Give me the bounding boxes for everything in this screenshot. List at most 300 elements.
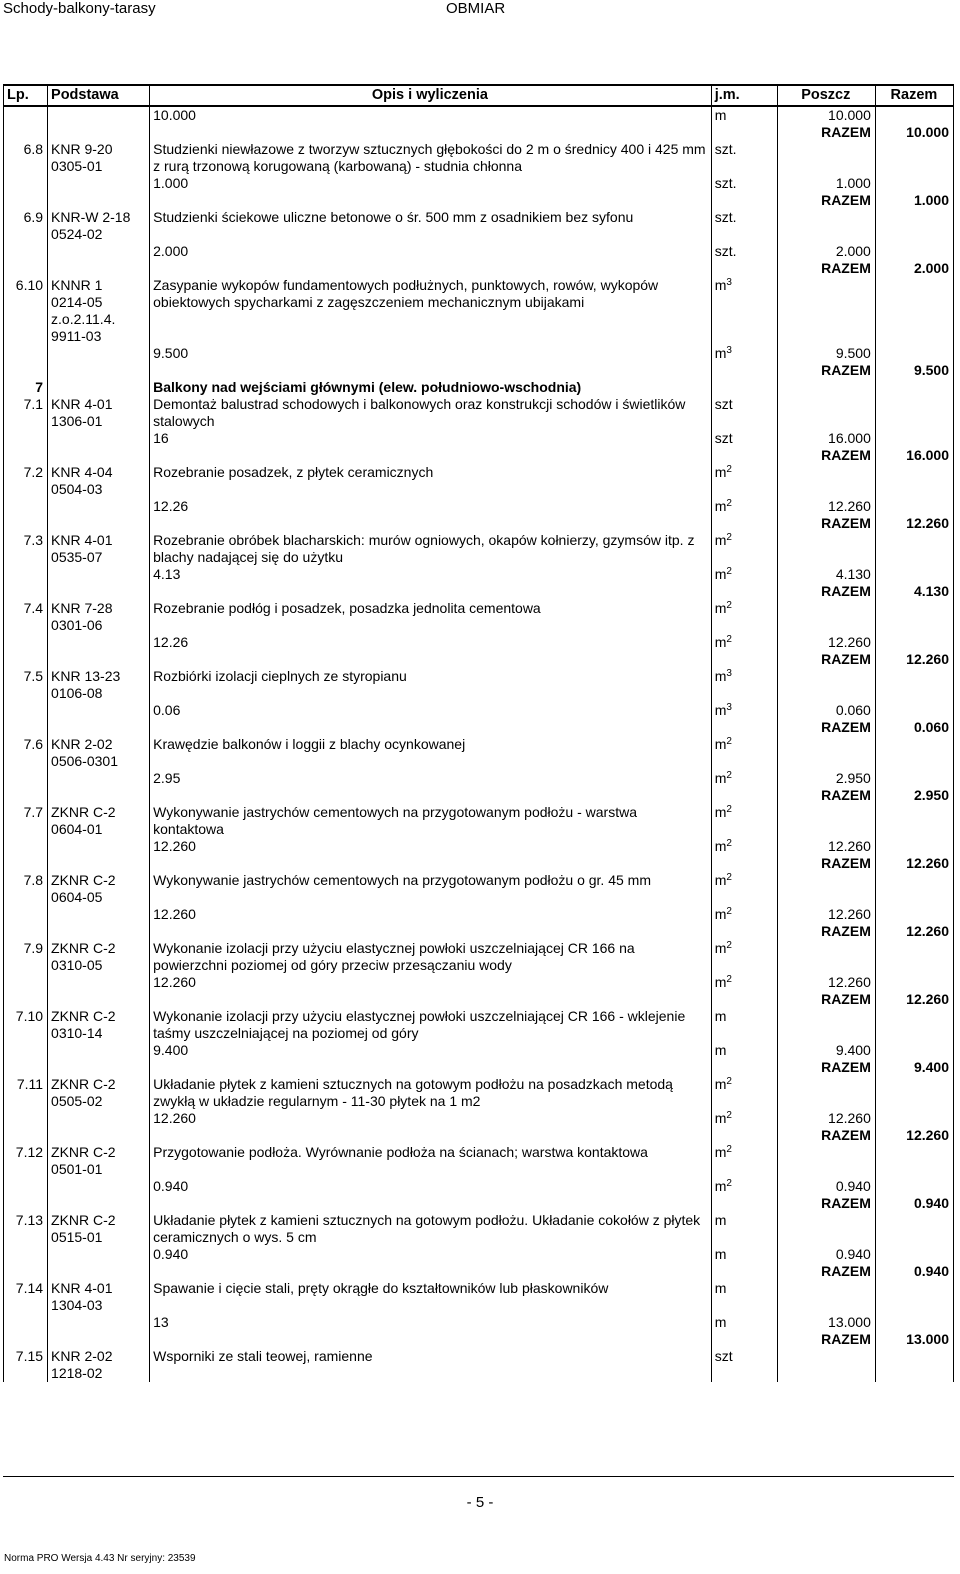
sum-value: 2.950	[875, 787, 953, 804]
sum-value: 12.260	[875, 923, 953, 940]
empty-cell	[711, 991, 777, 1008]
sum-row	[4, 192, 954, 209]
empty-cell	[4, 498, 48, 515]
empty-cell	[4, 430, 48, 447]
empty-cell	[4, 702, 48, 719]
item-podstawa: KNR 4-01 0535-07	[48, 532, 150, 566]
item-lp: 7.10	[4, 1008, 48, 1042]
empty-cell	[4, 974, 48, 991]
empty-cell	[875, 1314, 953, 1331]
empty-cell	[48, 651, 150, 668]
table-row	[4, 396, 954, 430]
item-lp: 7.13	[4, 1212, 48, 1246]
calc-value: 9.500	[777, 345, 875, 362]
table-row	[4, 1348, 954, 1382]
calc-unit: szt	[711, 430, 777, 447]
empty-cell	[777, 396, 875, 430]
empty-cell	[48, 1314, 150, 1331]
item-podstawa: ZKNR C-2 0515-01	[48, 1212, 150, 1246]
calc-row	[4, 243, 954, 260]
empty-cell	[150, 1331, 712, 1348]
empty-cell	[875, 634, 953, 651]
calc-expr: 0.06	[150, 702, 712, 719]
sum-label: RAZEM	[777, 1263, 875, 1280]
empty-cell	[875, 1348, 953, 1382]
item-unit: $m^2$	[711, 1076, 777, 1110]
item-unit: $m^3$	[711, 668, 777, 702]
calc-unit: $m^2$	[711, 1110, 777, 1127]
sum-row	[4, 583, 954, 600]
empty-cell	[48, 838, 150, 855]
empty-cell	[711, 260, 777, 277]
empty-cell	[875, 1144, 953, 1178]
calc-row	[4, 634, 954, 651]
calc-unit: m	[711, 1246, 777, 1263]
empty-cell	[777, 736, 875, 770]
empty-cell	[4, 345, 48, 362]
section-lp: 7	[4, 379, 48, 396]
empty-cell	[150, 923, 712, 940]
empty-cell	[4, 719, 48, 736]
item-opis: Układanie płytek z kamieni sztucznych na gotowym podłożu na posadzkach metodą zwykłą w układzie regularnym - 11-30 płytek na 1 m2	[150, 1076, 712, 1110]
empty-cell	[4, 1331, 48, 1348]
empty-cell	[4, 1059, 48, 1076]
empty-cell	[875, 1110, 953, 1127]
calc-value: 2.000	[777, 243, 875, 260]
empty-cell	[48, 906, 150, 923]
empty-cell	[875, 1246, 953, 1263]
sum-value: 10.000	[875, 124, 953, 141]
sum-row	[4, 1263, 954, 1280]
item-unit: $m^2$	[711, 872, 777, 906]
item-lp: 7.8	[4, 872, 48, 906]
empty-cell	[777, 464, 875, 498]
empty-cell	[875, 1178, 953, 1195]
table-bottom-border	[3, 1476, 954, 1477]
item-podstawa: KNR 7-28 0301-06	[48, 600, 150, 634]
item-opis: Krawędzie balkonów i loggii z blachy ocynkowanej	[150, 736, 712, 770]
item-unit: m	[711, 1008, 777, 1042]
empty-cell	[777, 1280, 875, 1314]
item-lp: 7.6	[4, 736, 48, 770]
empty-cell	[4, 923, 48, 940]
col-razem: Razem	[875, 85, 953, 106]
empty-cell	[777, 940, 875, 974]
calc-value: 1.000	[777, 175, 875, 192]
item-podstawa: KNNR 1 0214-05 z.o.2.11.4. 9911-03	[48, 277, 150, 345]
empty-cell	[4, 906, 48, 923]
col-poszcz: Poszcz	[777, 85, 875, 106]
empty-cell	[711, 719, 777, 736]
calc-value: 16.000	[777, 430, 875, 447]
empty-cell	[150, 1059, 712, 1076]
calc-expr: 9.500	[150, 345, 712, 362]
item-opis: Spawanie i cięcie stali, pręty okrągłe do kształtowników lub płaskowników	[150, 1280, 712, 1314]
empty-cell	[48, 566, 150, 583]
empty-cell	[48, 498, 150, 515]
empty-cell	[875, 1212, 953, 1246]
calc-value: 12.260	[777, 838, 875, 855]
table-row	[4, 464, 954, 498]
empty-cell	[48, 702, 150, 719]
sum-label: RAZEM	[777, 1059, 875, 1076]
empty-cell	[777, 1008, 875, 1042]
empty-cell	[875, 736, 953, 770]
empty-cell	[150, 260, 712, 277]
empty-cell	[711, 1331, 777, 1348]
empty-cell	[875, 1008, 953, 1042]
item-podstawa: KNR-W 2-18 0524-02	[48, 209, 150, 243]
item-podstawa: KNR 4-01 1304-03	[48, 1280, 150, 1314]
calc-value: 0.940	[777, 1246, 875, 1263]
calc-unit: $m^3$	[711, 702, 777, 719]
empty-cell	[875, 566, 953, 583]
item-opis: Wykonanie izolacji przy użyciu elastycznej powłoki uszczelniającej CR 166 - wklejenie taśmy uszczelniającej na poziomej od góry	[150, 1008, 712, 1042]
calc-unit: m	[711, 1042, 777, 1059]
empty-cell	[777, 277, 875, 345]
empty-cell	[875, 1076, 953, 1110]
sum-label: RAZEM	[777, 124, 875, 141]
item-opis: Wsporniki ze stali teowej, ramienne	[150, 1348, 712, 1382]
item-opis: Studzienki ściekowe uliczne betonowe o śr. 500 mm z osadnikiem bez syfonu	[150, 209, 712, 243]
calc-unit: m	[711, 106, 777, 124]
empty-cell	[875, 872, 953, 906]
calc-expr: 9.400	[150, 1042, 712, 1059]
item-unit: $m^2$	[711, 1144, 777, 1178]
empty-cell	[150, 719, 712, 736]
empty-cell	[4, 838, 48, 855]
measurement-table	[3, 84, 954, 1382]
empty-cell	[48, 1195, 150, 1212]
section-title: OBMIAR	[446, 0, 506, 17]
item-lp: 7.3	[4, 532, 48, 566]
empty-cell	[875, 804, 953, 838]
table-row	[4, 600, 954, 634]
sum-value: 12.260	[875, 991, 953, 1008]
sum-label: RAZEM	[777, 923, 875, 940]
calc-row	[4, 430, 954, 447]
calc-row	[4, 838, 954, 855]
item-podstawa: ZKNR C-2 0501-01	[48, 1144, 150, 1178]
sum-label: RAZEM	[777, 1331, 875, 1348]
empty-cell	[777, 1348, 875, 1382]
empty-cell	[4, 1042, 48, 1059]
empty-cell	[48, 447, 150, 464]
calc-unit: $m^2$	[711, 498, 777, 515]
calc-expr: 16	[150, 430, 712, 447]
col-opis: Opis i wyliczenia	[150, 85, 712, 106]
item-podstawa: KNR 9-20 0305-01	[48, 141, 150, 175]
item-unit: $m^2$	[711, 600, 777, 634]
empty-cell	[711, 787, 777, 804]
item-unit: $m^2$	[711, 804, 777, 838]
empty-cell	[48, 243, 150, 260]
calc-row	[4, 1178, 954, 1195]
col-lp: Lp.	[4, 85, 48, 106]
page-header	[0, 0, 960, 22]
empty-cell	[777, 532, 875, 566]
item-unit: $m^2$	[711, 464, 777, 498]
sum-label: RAZEM	[777, 515, 875, 532]
empty-cell	[711, 362, 777, 379]
item-unit: $m^2$	[711, 532, 777, 566]
calc-row	[4, 906, 954, 923]
empty-cell	[711, 1195, 777, 1212]
empty-cell	[875, 345, 953, 362]
sum-label: RAZEM	[777, 192, 875, 209]
empty-cell	[150, 651, 712, 668]
empty-cell	[48, 787, 150, 804]
sum-value: 1.000	[875, 192, 953, 209]
calc-row	[4, 1246, 954, 1263]
empty-cell	[48, 345, 150, 362]
calc-row	[4, 345, 954, 362]
empty-cell	[150, 991, 712, 1008]
software-info: Norma PRO Wersja 4.43 Nr seryjny: 23539	[4, 1553, 196, 1564]
item-lp: 6.9	[4, 209, 48, 243]
empty-cell	[4, 175, 48, 192]
sum-value: 0.940	[875, 1195, 953, 1212]
empty-cell	[48, 1110, 150, 1127]
item-podstawa: KNR 4-01 1306-01	[48, 396, 150, 430]
empty-cell	[4, 515, 48, 532]
item-unit: szt	[711, 1348, 777, 1382]
sum-row	[4, 1331, 954, 1348]
table-row	[4, 277, 954, 345]
empty-cell	[875, 430, 953, 447]
sum-value: 12.260	[875, 855, 953, 872]
calc-value: 4.130	[777, 566, 875, 583]
empty-cell	[4, 1195, 48, 1212]
sum-row	[4, 1059, 954, 1076]
empty-cell	[711, 583, 777, 600]
calc-row	[4, 702, 954, 719]
item-lp: 6.8	[4, 141, 48, 175]
calc-expr: 0.940	[150, 1246, 712, 1263]
item-unit: $m^3$	[711, 277, 777, 345]
empty-cell	[4, 1178, 48, 1195]
section-title: Balkony nad wejściami głównymi (elew. południowo-wschodnia)	[150, 379, 712, 396]
empty-cell	[4, 243, 48, 260]
sum-row	[4, 991, 954, 1008]
sum-label: RAZEM	[777, 787, 875, 804]
table-row	[4, 1144, 954, 1178]
empty-cell	[875, 940, 953, 974]
empty-cell	[4, 566, 48, 583]
calc-expr: 12.260	[150, 974, 712, 991]
calc-value: 12.260	[777, 634, 875, 651]
empty-cell	[4, 651, 48, 668]
calc-value: 12.260	[777, 498, 875, 515]
item-unit: szt.	[711, 141, 777, 175]
empty-cell	[48, 583, 150, 600]
sum-value: 9.500	[875, 362, 953, 379]
sum-row	[4, 447, 954, 464]
section-row	[4, 379, 954, 396]
empty-cell	[48, 515, 150, 532]
empty-cell	[4, 787, 48, 804]
empty-cell	[711, 192, 777, 209]
calc-value: 12.260	[777, 906, 875, 923]
sum-row	[4, 1127, 954, 1144]
empty-cell	[711, 1263, 777, 1280]
calc-value: 13.000	[777, 1314, 875, 1331]
sum-value: 2.000	[875, 260, 953, 277]
item-opis: Zasypanie wykopów fundamentowych podłużnych, punktowych, rowów, wykopów obiektowych spycharkami z zagęszczeniem mechanicznym ubijakami	[150, 277, 712, 345]
table-row	[4, 1008, 954, 1042]
item-unit: szt	[711, 396, 777, 430]
empty-cell	[4, 1127, 48, 1144]
sum-row	[4, 124, 954, 141]
empty-cell	[4, 192, 48, 209]
empty-cell	[711, 923, 777, 940]
item-opis: Rozbiórki izolacji cieplnych ze styropianu	[150, 668, 712, 702]
calc-expr: 2.000	[150, 243, 712, 260]
sum-value: 0.060	[875, 719, 953, 736]
calc-unit: $m^2$	[711, 770, 777, 787]
sum-label: RAZEM	[777, 1127, 875, 1144]
item-podstawa: ZKNR C-2 0310-05	[48, 940, 150, 974]
calc-expr: 4.13	[150, 566, 712, 583]
empty-cell	[875, 209, 953, 243]
empty-cell	[150, 787, 712, 804]
sum-label: RAZEM	[777, 1195, 875, 1212]
table-row	[4, 804, 954, 838]
empty-cell	[48, 1059, 150, 1076]
calc-unit: $m^2$	[711, 974, 777, 991]
empty-cell	[4, 855, 48, 872]
empty-cell	[150, 192, 712, 209]
table-row	[4, 1280, 954, 1314]
empty-cell	[4, 770, 48, 787]
empty-cell	[777, 379, 875, 396]
table-row	[4, 141, 954, 175]
item-opis: Przygotowanie podłoża. Wyrównanie podłoża na ścianach; warstwa kontaktowa	[150, 1144, 712, 1178]
calc-value: 10.000	[777, 106, 875, 124]
empty-cell	[4, 1314, 48, 1331]
item-lp: 7.14	[4, 1280, 48, 1314]
empty-cell	[875, 498, 953, 515]
empty-cell	[875, 702, 953, 719]
empty-cell	[777, 668, 875, 702]
sum-row	[4, 515, 954, 532]
empty-cell	[150, 1263, 712, 1280]
calc-expr: 12.260	[150, 906, 712, 923]
item-podstawa: KNR 13-23 0106-08	[48, 668, 150, 702]
calc-unit: $m^2$	[711, 838, 777, 855]
table-row	[4, 1212, 954, 1246]
sum-label: RAZEM	[777, 991, 875, 1008]
empty-cell	[48, 634, 150, 651]
item-unit: m	[711, 1280, 777, 1314]
empty-cell	[48, 1127, 150, 1144]
calc-expr: 13	[150, 1314, 712, 1331]
sum-label: RAZEM	[777, 651, 875, 668]
calc-row	[4, 1110, 954, 1127]
sum-row	[4, 923, 954, 940]
calc-unit: $m^2$	[711, 906, 777, 923]
empty-cell	[48, 923, 150, 940]
calc-row	[4, 175, 954, 192]
empty-cell	[48, 770, 150, 787]
empty-cell	[48, 1178, 150, 1195]
empty-cell	[777, 1212, 875, 1246]
empty-cell	[875, 175, 953, 192]
empty-cell	[48, 362, 150, 379]
item-lp: 7.7	[4, 804, 48, 838]
calc-unit: $m^3$	[711, 345, 777, 362]
empty-cell	[48, 175, 150, 192]
item-opis: Układanie płytek z kamieni sztucznych na gotowym podłożu. Układanie cokołów z płytek ceramicznych o wys. 5 cm	[150, 1212, 712, 1246]
item-lp: 6.10	[4, 277, 48, 345]
item-podstawa: KNR 2-02 1218-02	[48, 1348, 150, 1382]
item-podstawa: ZKNR C-2 0604-05	[48, 872, 150, 906]
item-opis: Rozebranie podłóg i posadzek, posadzka jednolita cementowa	[150, 600, 712, 634]
sum-row	[4, 260, 954, 277]
item-unit: $m^2$	[711, 736, 777, 770]
empty-cell	[4, 1110, 48, 1127]
empty-cell	[48, 719, 150, 736]
empty-cell	[150, 583, 712, 600]
empty-cell	[150, 515, 712, 532]
empty-cell	[711, 855, 777, 872]
calc-expr: 10.000	[150, 106, 712, 124]
table-row	[4, 940, 954, 974]
col-jm: j.m.	[711, 85, 777, 106]
empty-cell	[150, 1127, 712, 1144]
empty-cell	[4, 1263, 48, 1280]
table-row	[4, 1076, 954, 1110]
col-podstawa: Podstawa	[48, 85, 150, 106]
calc-value: 0.060	[777, 702, 875, 719]
empty-cell	[4, 1246, 48, 1263]
sum-label: RAZEM	[777, 260, 875, 277]
empty-cell	[4, 362, 48, 379]
empty-cell	[875, 243, 953, 260]
empty-cell	[4, 991, 48, 1008]
calc-value: 2.950	[777, 770, 875, 787]
empty-cell	[711, 1059, 777, 1076]
calc-row	[4, 1314, 954, 1331]
empty-cell	[777, 1076, 875, 1110]
calc-expr: 12.26	[150, 498, 712, 515]
empty-cell	[777, 600, 875, 634]
item-lp: 7.12	[4, 1144, 48, 1178]
calc-row	[4, 1042, 954, 1059]
calc-expr: 1.000	[150, 175, 712, 192]
item-opis: Studzienki niewłazowe z tworzyw sztucznych głębokości do 2 m o średnicy 400 i 425 mm z rurą trzonową korugowaną (karbowaną) - studnia chłonna	[150, 141, 712, 175]
table-header	[4, 85, 954, 106]
item-opis: Demontaż balustrad schodowych i balkonowych oraz konstrukcji schodów i świetlików stalowych	[150, 396, 712, 430]
empty-cell	[777, 209, 875, 243]
empty-cell	[875, 668, 953, 702]
empty-cell	[711, 1127, 777, 1144]
empty-cell	[150, 362, 712, 379]
empty-cell	[4, 447, 48, 464]
calc-row	[4, 566, 954, 583]
calc-value: 12.260	[777, 974, 875, 991]
calc-value: 0.940	[777, 1178, 875, 1195]
sum-label: RAZEM	[777, 583, 875, 600]
item-opis: Rozebranie obróbek blacharskich: murów ogniowych, okapów kołnierzy, gzymsów itp. z blachy nadającej się do użytku	[150, 532, 712, 566]
sum-row	[4, 855, 954, 872]
sum-value: 13.000	[875, 1331, 953, 1348]
empty-cell	[711, 515, 777, 532]
item-podstawa: ZKNR C-2 0505-02	[48, 1076, 150, 1110]
empty-cell	[777, 141, 875, 175]
empty-cell	[777, 1144, 875, 1178]
calc-row	[4, 498, 954, 515]
